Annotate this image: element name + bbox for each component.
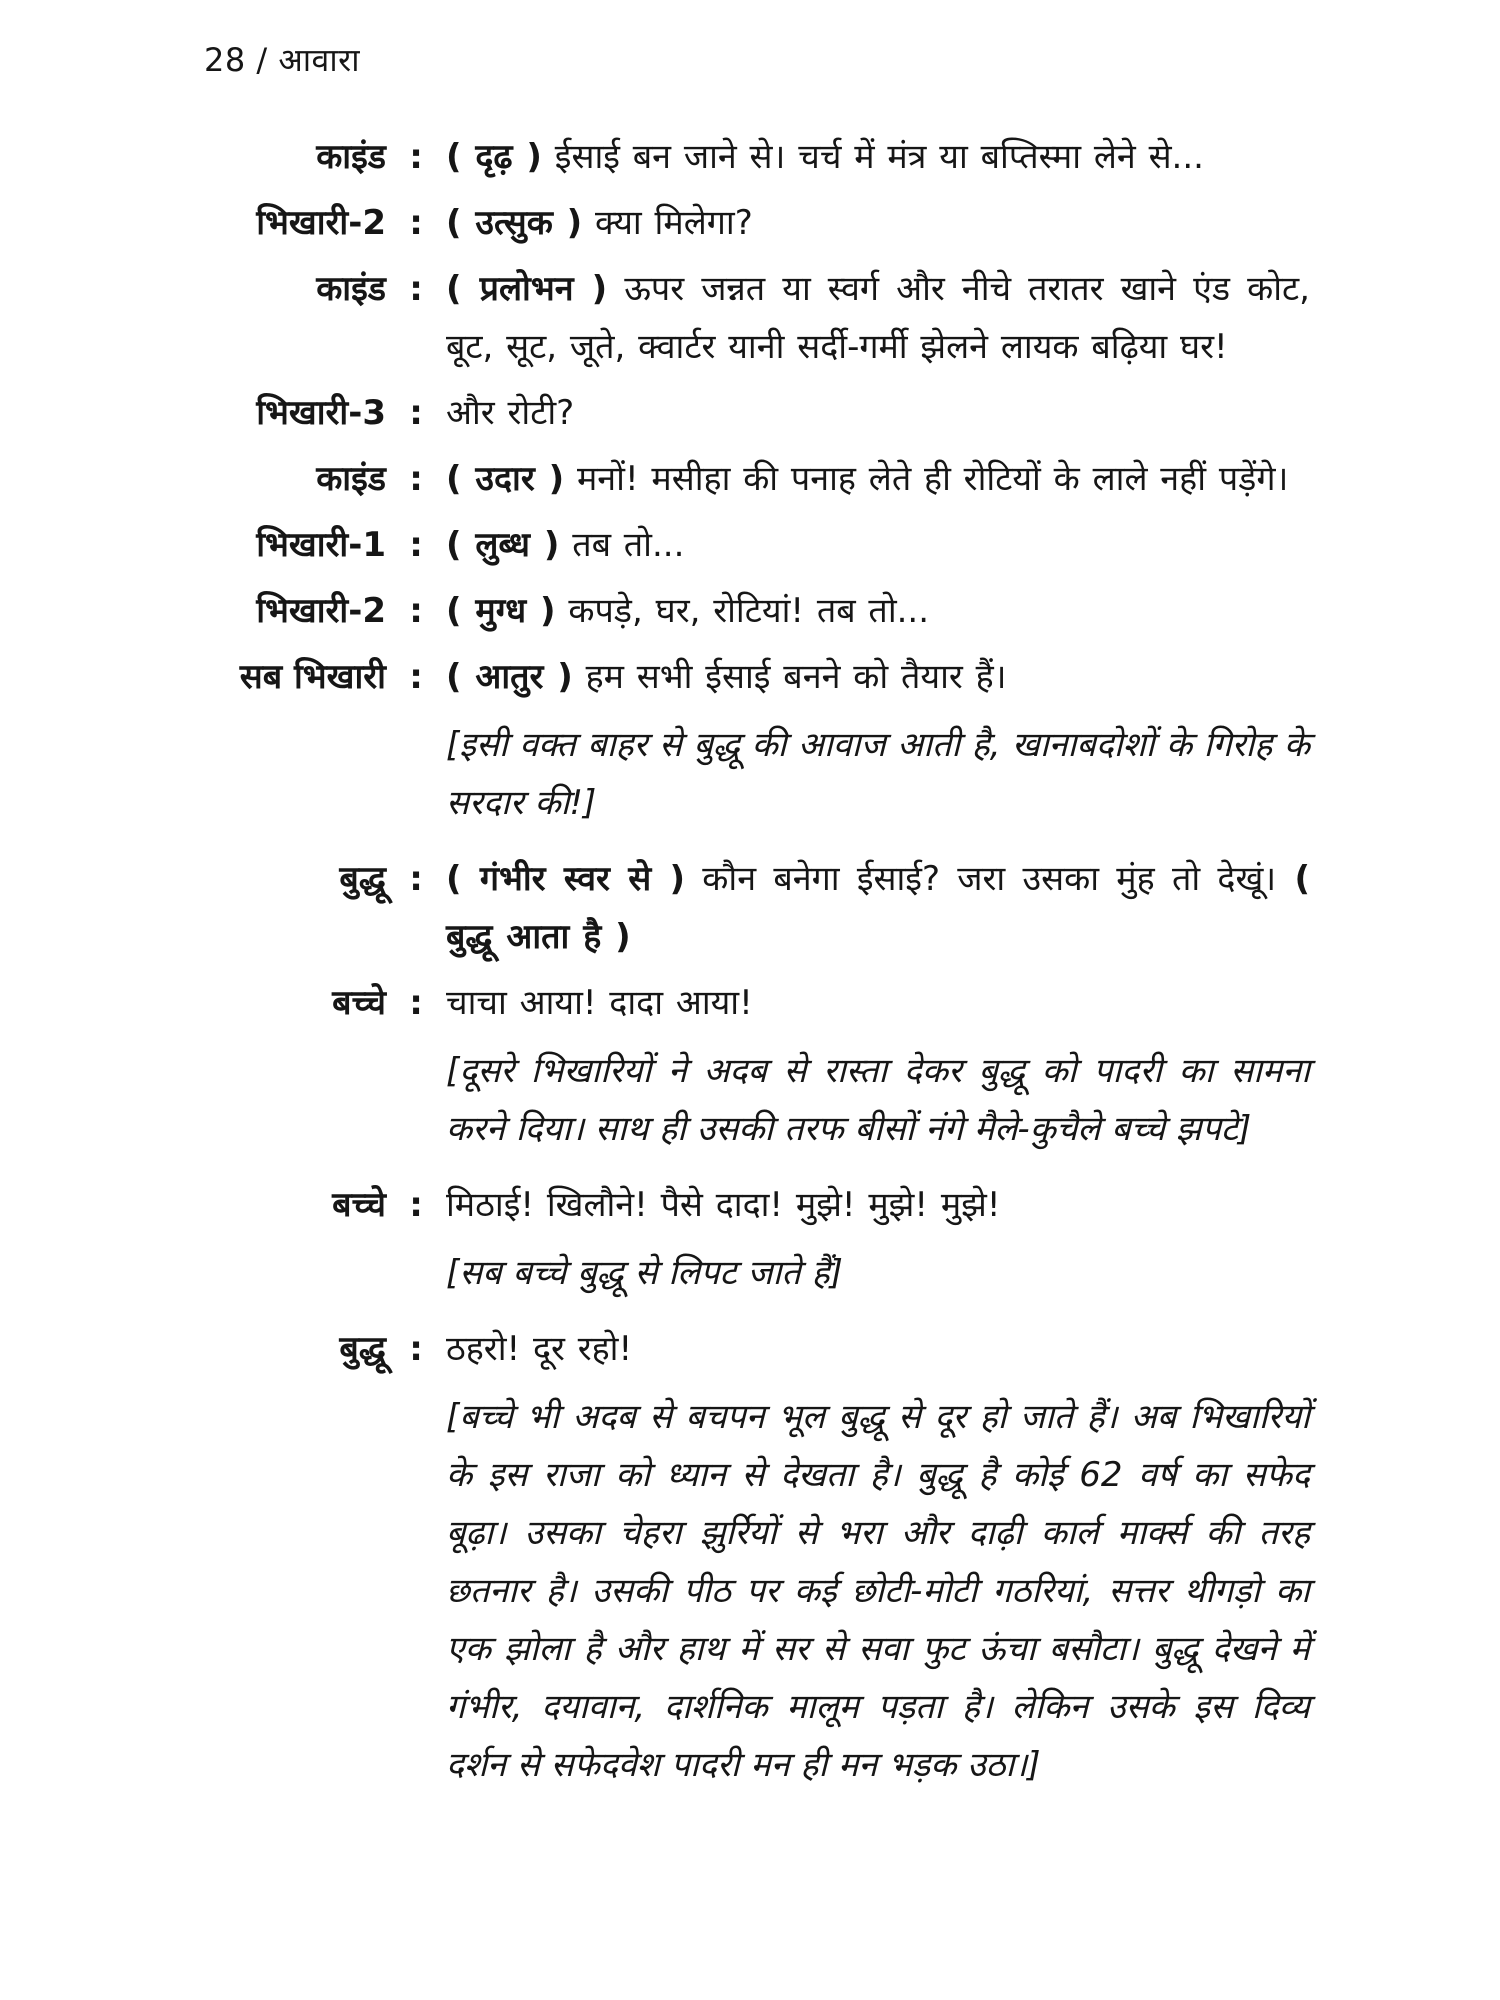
- dialogue-line: [190, 582, 1310, 640]
- dialogue-text: [446, 194, 1310, 252]
- dialogue-line: [190, 1320, 1310, 1378]
- stage-cue: ( आतुर ): [446, 657, 573, 697]
- spoken-text: और रोटी?: [446, 393, 575, 433]
- speaker-name: भिखारी-3: [256, 393, 386, 433]
- stage-cue: ( दृढ़ ): [446, 137, 542, 177]
- dialogue-line: [190, 1176, 1310, 1234]
- dialogue-text: [446, 648, 1310, 706]
- dialogue-text: [446, 974, 1310, 1032]
- speaker-name: काइंड: [316, 459, 386, 499]
- stage-direction: [सब बच्चे बुद्धू से लिपट जाते हैं]: [446, 1253, 843, 1293]
- stage-cue: ( प्रलोभन ): [446, 269, 608, 309]
- speaker-colon: :: [409, 269, 423, 309]
- spoken-text: मिठाई! खिलौने! पैसे दादा! मुझे! मुझे! मुझे!: [446, 1185, 1001, 1225]
- speaker-colon: :: [409, 459, 423, 499]
- stage-direction: [इसी वक्त बाहर से बुद्धू की आवाज आती है, खानाबदोशों के गिरोह के सरदार की!]: [446, 725, 1310, 823]
- speaker-name: बच्चे: [332, 1185, 386, 1225]
- dialogue-line: [190, 974, 1310, 1032]
- speaker-colon: :: [409, 137, 423, 177]
- spoken-text: मनों! मसीहा की पनाह लेते ही रोटियों के लाले नहीं पड़ेंगे।: [564, 459, 1289, 499]
- speaker-colon: :: [409, 983, 423, 1023]
- play-text: [190, 128, 1310, 1812]
- dialogue-text: [446, 384, 1310, 442]
- speaker-name: सब भिखारी: [239, 657, 386, 697]
- stage-cue: ( लुब्ध ): [446, 525, 560, 565]
- speaker-colon: :: [409, 1329, 423, 1369]
- spoken-text: कपड़े, घर, रोटियां! तब तो...: [555, 591, 930, 631]
- dialogue-text: [446, 850, 1310, 966]
- speaker-name: बच्चे: [332, 983, 386, 1023]
- speaker-colon: :: [409, 859, 423, 899]
- speaker-colon: :: [409, 591, 423, 631]
- stage-direction: [बच्चे भी अदब से बचपन भूल बुद्धू से दूर हो जाते हैं। अब भिखारियों के इस राजा को ध्यान से देखता है। बुद्धू है कोई 62 वर्ष का सफेद बूढ़ा। उसका चेहरा झुर्रियों से भरा और दाढ़ी कार्ल मार्क्स की तरह छतनार है। उसकी पीठ पर कई छोटी-मोटी गठरियां, सत्तर थीगड़ो का एक झोला है और हाथ में सर से सवा फुट ऊंचा बसौटा। बुद्धू देखने में गंभीर, दयावान, दार्शनिक मालूम पड़ता है। लेकिन उसके इस दिव्य दर्शन से सफेदवेश पादरी मन ही मन भड़क उठा।]: [446, 1397, 1310, 1785]
- spoken-text: हम सभी ईसाई बनने को तैयार हैं।: [572, 657, 1007, 697]
- stage-cue: ( उदार ): [446, 459, 565, 499]
- stage-direction: [दूसरे भिखारियों ने अदब से रास्ता देकर बुद्धू को पादरी का सामना करने दिया। साथ ही उसकी तरफ बीसों नंगे मैले-कुचैले बच्चे झपटे]: [446, 1051, 1310, 1149]
- dialogue-line: [190, 194, 1310, 252]
- dialogue-line: [190, 450, 1310, 508]
- dialogue-line: [190, 516, 1310, 574]
- dialogue-text: [446, 1320, 1310, 1378]
- stage-cue: ( मुग्ध ): [446, 591, 556, 631]
- spoken-text: चाचा आया! दादा आया!: [446, 983, 753, 1023]
- speaker-colon: :: [409, 1185, 423, 1225]
- dialogue-text: [446, 450, 1310, 508]
- dialogue-text: [446, 1176, 1310, 1234]
- stage-cue: ( उत्सुक ): [446, 203, 583, 243]
- speaker-name: भिखारी-2: [256, 203, 386, 243]
- spoken-text: तब तो...: [559, 525, 685, 565]
- dialogue-line: [190, 648, 1310, 706]
- inline-stage-cue: ( बुद्धू आता है ): [446, 859, 1310, 957]
- dialogue-text: [446, 260, 1310, 376]
- speaker-name: बुद्धू: [339, 859, 386, 899]
- speaker-name: बुद्धू: [339, 1329, 386, 1369]
- spoken-text: क्या मिलेगा?: [582, 203, 753, 243]
- dialogue-text: [446, 582, 1310, 640]
- spoken-text: ऊपर जन्नत या स्वर्ग और नीचे तरातर खाने एंड कोट, बूट, सूट, जूते, क्वार्टर यानी सर्दी-गर्मी झेलने लायक बढ़िया घर!: [446, 269, 1310, 367]
- stage-cue: ( गंभीर स्वर से ): [446, 859, 686, 899]
- spoken-text: ईसाई बन जाने से। चर्च में मंत्र या बप्तिस्मा लेने से...: [541, 137, 1204, 177]
- speaker-name: काइंड: [316, 269, 386, 309]
- page-header: 28 / आवारा: [204, 41, 361, 79]
- dialogue-line: [190, 850, 1310, 966]
- speaker-colon: :: [409, 657, 423, 697]
- spoken-text: ठहरो! दूर रहो!: [446, 1329, 633, 1369]
- speaker-colon: :: [409, 203, 423, 243]
- dialogue-text: [446, 516, 1310, 574]
- dialogue-line: [190, 128, 1310, 186]
- speaker-name: भिखारी-2: [256, 591, 386, 631]
- spoken-text: कौन बनेगा ईसाई? जरा उसका मुंह तो देखूं।: [685, 859, 1277, 899]
- speaker-colon: :: [409, 525, 423, 565]
- dialogue-line: [190, 260, 1310, 376]
- dialogue-text: [446, 128, 1310, 186]
- speaker-name: काइंड: [316, 137, 386, 177]
- speaker-colon: :: [409, 393, 423, 433]
- dialogue-line: [190, 384, 1310, 442]
- speaker-name: भिखारी-1: [256, 525, 386, 565]
